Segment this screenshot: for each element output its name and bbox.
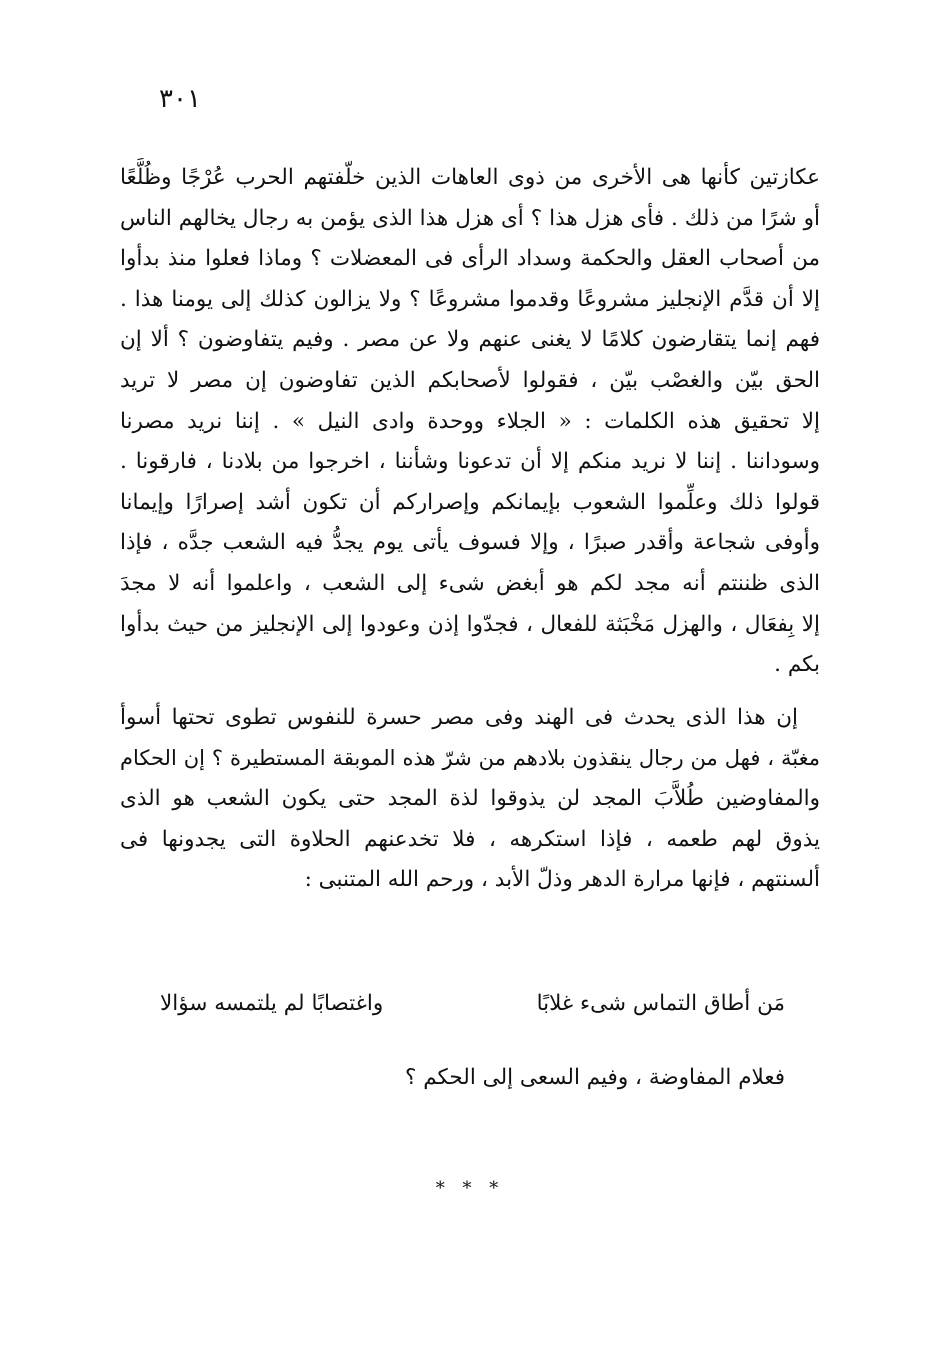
text-line: أو شرًا من ذلك . فأى هزل هذا ؟ أى هزل هذا الذى يؤمن به رجال يخالهم الناس — [120, 205, 820, 231]
text-line: الحق بيّن والغصْب بيّن ، فقولوا لأصحابكم الذين تفاوضون إن مصر لا تريد — [120, 367, 820, 393]
paragraph-1 — [120, 158, 820, 686]
text-line: إلا تحقيق هذه الكلمات : « الجلاء ووحدة وادى النيل » . إننا نريد مصرنا — [120, 408, 820, 434]
poetry-verse — [160, 984, 785, 1098]
text-line: فهم إنما يتقارضون كلامًا لا يغنى عنهم ولا عن مصر . وفيم يتفاوضون ؟ ألا إن — [120, 327, 820, 353]
text-line: الذى ظننتم أنه مجد لكم هو أبغض شىء إلى الشعب ، واعلموا أنه لا مجدَ — [120, 570, 820, 596]
text-line: إلا أن قدَّم الإنجليز مشروعًا وقدموا مشروعًا ؟ ولا يزالون كذلك إلى يومنا هذا . — [120, 286, 820, 312]
verse-first-hemistich: مَن أطاق التماس شىء غلابًا — [536, 991, 785, 1016]
verse-line — [160, 984, 785, 1058]
text-line: قولوا ذلك وعلِّموا الشعوب بإيمانكم وإصراركم أن تكون أشد إصرارًا وإيمانا — [120, 489, 820, 515]
text-line: من أصحاب العقل والحكمة وسداد الرأى فى المعضلات ؟ وماذا فعلوا منذ بدأوا — [120, 246, 820, 272]
section-separator: * * * — [435, 1178, 505, 1199]
text-line: وأوفى شجاعة وأقدر صبرًا ، وإلا فسوف يأتى يوم يجدُّ فيه الشعب جدَّه ، فإذا — [120, 530, 820, 556]
page-number: ٣٠١ — [159, 84, 201, 114]
verse-second-hemistich: واغتصابًا لم يلتمسه سؤالا — [160, 991, 384, 1016]
text-line: ألسنتهم ، فإنها مرارة الدهر وذلّ الأبد ، ورحم الله المتنبى : — [304, 867, 820, 893]
text-line: إن هذا الذى يحدث فى الهند وفى مصر حسرة للنفوس تطوى تحتها أسوأ — [120, 704, 798, 730]
paragraph-2 — [120, 698, 820, 901]
text-line: يذوق لهم طعمه ، فإذا استكرهه ، فلا تخدعنهم الحلاوة التى يجدونها فى — [120, 826, 820, 852]
text-line: إلا بِفعَال ، والهزل مَخْبَثة للفعال ، فجدّوا إذن وعودوا إلى الإنجليز من حيث بدأوا — [120, 611, 820, 637]
text-line: مغبّة ، فهل من رجال ينقذون بلادهم من شرّ هذه الموبقة المستطيرة ؟ إن الحكام — [120, 746, 820, 771]
text-line: وسوداننا . إننا لا نريد منكم إلا أن تدعونا وشأننا ، اخرجوا من بلادنا ، فارقونا . — [120, 449, 820, 475]
text-line: والمفاوضين طُلاَّبَ المجد لن يذوقوا لذة المجد حتى يكون الشعب هو الذى — [120, 785, 820, 811]
body-text — [120, 158, 820, 901]
verse-closing-line: فعلام المفاوضة ، وفيم السعى إلى الحكم ؟ — [404, 1065, 785, 1090]
text-line: عكازتين كأنها هى الأخرى من ذوى العاهات الذين خلّفتهم الحرب عُرْجًا وظُلَّعًا — [120, 165, 820, 190]
text-line: بكم . — [774, 652, 820, 678]
